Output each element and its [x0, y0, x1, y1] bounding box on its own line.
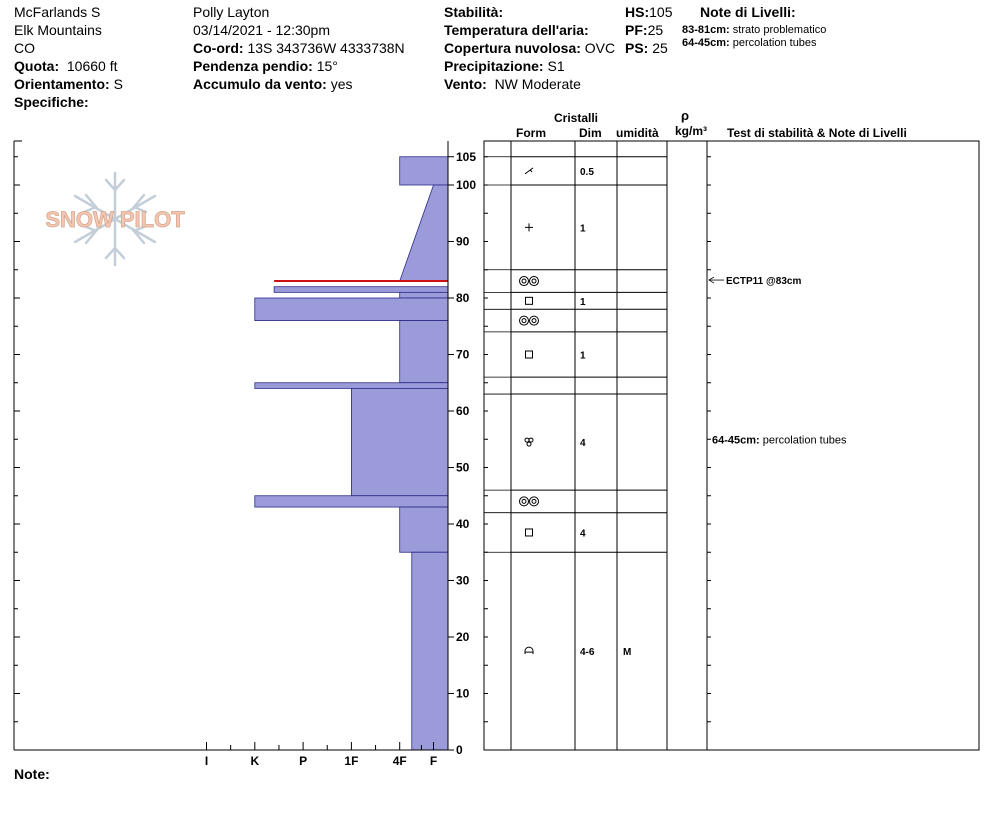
- sky-value: OVC: [584, 40, 616, 56]
- grain-size: 0.5: [580, 166, 594, 178]
- wind-label: Vento:: [444, 76, 487, 92]
- grain-size: 1: [580, 350, 586, 362]
- precip-particles-icon: [525, 168, 533, 174]
- faceted-icon: [526, 351, 533, 358]
- aspect-value: S: [113, 76, 123, 92]
- note-label: Note:: [14, 766, 50, 782]
- pf-value: 25: [647, 22, 664, 38]
- coord-value: 13S 343736W 4333738N: [247, 40, 405, 56]
- hardness-slope: [400, 185, 448, 281]
- hardness-tick-label: F: [429, 754, 438, 768]
- logo-text: SNOW PILOT: [45, 207, 185, 232]
- crystals-header: Cristalli: [554, 111, 599, 125]
- surface-hoar-icon: [520, 316, 539, 325]
- depth-tick-label: 90: [456, 234, 470, 249]
- hardness-bar: [274, 287, 448, 293]
- location-name: McFarlands S: [14, 4, 101, 20]
- tests-header: Test di stabilità & Note di Livelli: [727, 126, 907, 140]
- hardness-bar: [255, 496, 448, 507]
- pf-label: PF:: [625, 22, 648, 38]
- layer-comment: [712, 434, 847, 446]
- slope-value: 15°: [316, 58, 338, 74]
- precip-value: S1: [547, 58, 565, 74]
- hs-value: 105: [649, 4, 673, 20]
- grain-size: 4-6: [580, 647, 595, 659]
- mountain-range: Elk Mountains: [14, 22, 102, 38]
- ps-value: 25: [652, 40, 668, 56]
- hardness-bar: [412, 552, 448, 750]
- coord-label: Co-ord:: [193, 40, 244, 56]
- hardness-bar: [400, 321, 448, 383]
- depth-tick-label: 40: [456, 517, 470, 531]
- wind-loading-label: Accumulo da vento:: [193, 76, 327, 92]
- grain-size: 1: [580, 296, 586, 308]
- stability-test-result: ECTP11 @83cm: [726, 276, 802, 288]
- moisture-value: M: [623, 647, 632, 659]
- hardness-bar: [255, 383, 448, 389]
- hardness-tick-label: 4F: [392, 754, 407, 768]
- rho-header: ρ: [681, 108, 690, 123]
- air-temp-label: Temperatura dell'aria:: [444, 22, 589, 38]
- wind-value: NW Moderate: [494, 76, 581, 92]
- layer-note-range: 83-81cm:: [682, 24, 730, 36]
- faceted-icon: [526, 529, 533, 536]
- depth-tick-label: 105: [456, 149, 477, 164]
- ps-label: PS:: [625, 40, 649, 56]
- depth-tick-label: 100: [456, 178, 477, 192]
- melt-form-icon: [525, 438, 533, 446]
- hardness-tick-label: P: [299, 754, 308, 768]
- hardness-bar: [400, 292, 448, 298]
- sky-label: Copertura nuvolosa:: [444, 40, 581, 56]
- elevation-value: 10660 ft: [66, 58, 118, 74]
- depth-tick-label: 60: [456, 404, 470, 418]
- hardness-bar: [400, 507, 448, 552]
- form-header: Form: [516, 126, 546, 140]
- new-snow-icon: [525, 223, 533, 231]
- faceted-icon: [526, 297, 533, 304]
- size-header: Dim: [579, 126, 602, 140]
- aspect-label: Orientamento:: [14, 76, 110, 92]
- layer-notes-title: Note di Livelli:: [700, 4, 796, 20]
- layer-comment-text: percolation tubes: [762, 434, 847, 447]
- hardness-bar: [351, 388, 448, 495]
- hardness-tick-label: I: [204, 754, 209, 768]
- depth-hoar-icon: [525, 647, 533, 654]
- grain-size: 1: [580, 223, 586, 235]
- precip-label: Precipitazione:: [444, 58, 544, 74]
- depth-tick-label: 10: [456, 686, 470, 701]
- density-unit-header: kg/m³: [675, 124, 708, 138]
- specifics-label: Specifiche:: [14, 94, 89, 110]
- hardness-tick-label: 1F: [344, 754, 359, 768]
- stability-label: Stabilità:: [444, 4, 504, 20]
- state: CO: [14, 40, 35, 56]
- hardness-bar: [400, 157, 448, 185]
- depth-tick-label: 0: [456, 743, 463, 757]
- layer-comment-range: 64-45cm:: [712, 434, 763, 447]
- moisture-header: umidità: [616, 126, 659, 140]
- observer: Polly Layton: [193, 4, 270, 20]
- depth-tick-label: 20: [456, 630, 470, 644]
- surface-hoar-icon: [520, 497, 539, 506]
- depth-tick-label: 70: [456, 347, 470, 362]
- layer-note-text: strato problematico: [732, 24, 827, 36]
- hs-label: HS:: [625, 4, 650, 20]
- grain-size: 4: [580, 438, 586, 450]
- wind-loading-value: yes: [330, 76, 353, 92]
- elevation-label: Quota:: [14, 58, 60, 74]
- depth-tick-label: 50: [456, 460, 470, 475]
- layer-note-range: 64-45cm:: [682, 37, 730, 49]
- datetime: 03/14/2021 - 12:30pm: [193, 22, 330, 38]
- hardness-bar: [255, 298, 448, 321]
- grain-size: 4: [580, 528, 586, 540]
- layer-note-text: percolation tubes: [732, 37, 817, 49]
- surface-hoar-icon: [520, 277, 539, 286]
- slope-label: Pendenza pendio:: [193, 58, 313, 74]
- depth-tick-label: 30: [456, 573, 470, 588]
- hardness-tick-label: K: [250, 754, 260, 768]
- depth-tick-label: 80: [456, 291, 470, 305]
